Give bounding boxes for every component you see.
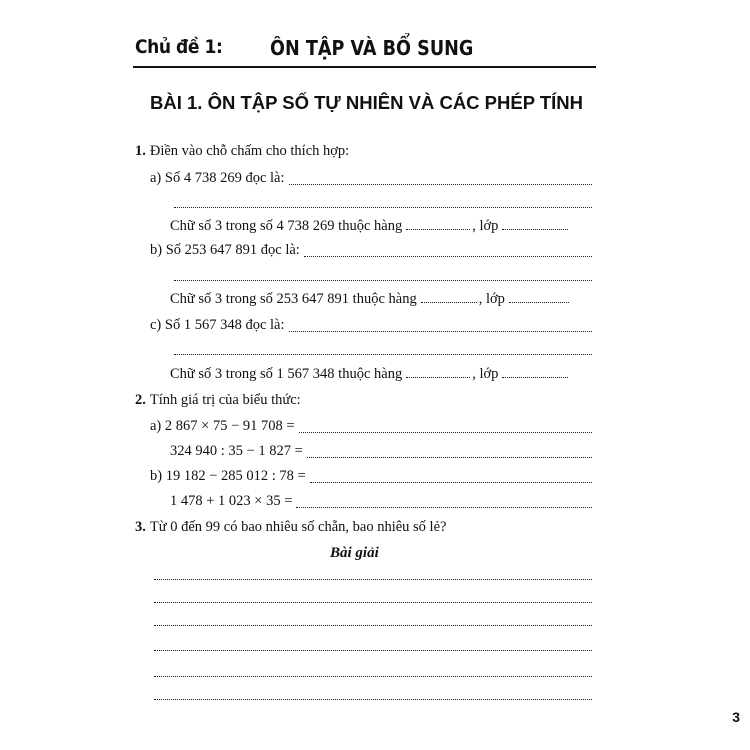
question-3 xyxy=(135,519,446,539)
answer-line xyxy=(150,662,592,682)
question-2 xyxy=(135,392,301,412)
solution-heading: Bài giải xyxy=(330,545,379,561)
answer-line xyxy=(170,193,592,213)
question-number: 1. xyxy=(135,143,146,159)
expression-text: a) 2 867 × 75 − 91 708 = xyxy=(150,418,295,434)
q1a-digit-line xyxy=(170,218,570,238)
answer-blank[interactable] xyxy=(154,579,592,580)
question-number: 3. xyxy=(135,519,146,535)
question-prompt: Tính giá trị của biểu thức: xyxy=(149,392,301,408)
answer-blank[interactable] xyxy=(299,432,592,433)
topic-label: Chủ đề 1: xyxy=(135,36,223,58)
answer-blank[interactable] xyxy=(174,354,592,355)
answer-line xyxy=(150,565,592,585)
q1a-read-text: a) Số 4 738 269 đọc là: xyxy=(150,170,285,186)
answer-line xyxy=(150,611,592,631)
answer-blank[interactable] xyxy=(502,377,568,378)
answer-blank[interactable] xyxy=(310,482,592,483)
answer-blank[interactable] xyxy=(406,229,470,230)
question-1 xyxy=(135,143,349,163)
topic-title: ÔN TẬP VÀ BỔ SUNG xyxy=(270,36,474,60)
answer-blank[interactable] xyxy=(421,302,477,303)
expression-line xyxy=(170,443,592,463)
answer-blank[interactable] xyxy=(154,602,592,603)
class-label: , lớp xyxy=(472,218,499,234)
answer-blank[interactable] xyxy=(304,256,592,257)
answer-blank[interactable] xyxy=(307,457,592,458)
answer-blank[interactable] xyxy=(406,377,470,378)
class-label: , lớp xyxy=(472,366,499,382)
q1b-read-line xyxy=(150,242,592,262)
answer-blank[interactable] xyxy=(154,676,592,677)
q1c-read-line xyxy=(150,317,592,337)
q1c-digit-text: Chữ số 3 trong số 1 567 348 thuộc hàng xyxy=(170,366,403,382)
expression-text: 1 478 + 1 023 × 35 = xyxy=(170,493,293,509)
question-number: 2. xyxy=(135,392,146,408)
answer-line xyxy=(150,588,592,608)
q1a-read-line xyxy=(150,170,592,190)
answer-blank[interactable] xyxy=(289,184,592,185)
answer-blank[interactable] xyxy=(154,625,592,626)
q1b-digit-text: Chữ số 3 trong số 253 647 891 thuộc hàng xyxy=(170,291,417,307)
answer-blank[interactable] xyxy=(296,507,592,508)
answer-blank[interactable] xyxy=(289,331,592,332)
answer-blank[interactable] xyxy=(154,650,592,651)
page-number: 3 xyxy=(732,709,740,725)
q1a-digit-text: Chữ số 3 trong số 4 738 269 thuộc hàng xyxy=(170,218,403,234)
q1c-digit-line xyxy=(170,366,570,386)
question-prompt: Từ 0 đến 99 có bao nhiêu số chẵn, bao nhiêu số lẻ? xyxy=(149,519,447,535)
answer-blank[interactable] xyxy=(154,699,592,700)
expression-text: 324 940 : 35 − 1 827 = xyxy=(170,443,303,459)
answer-blank[interactable] xyxy=(174,280,592,281)
header-rule xyxy=(133,66,596,68)
answer-line xyxy=(170,266,592,286)
answer-line xyxy=(170,340,592,360)
class-label: , lớp xyxy=(478,291,505,307)
q1c-read-text: c) Số 1 567 348 đọc là: xyxy=(150,317,285,333)
answer-blank[interactable] xyxy=(509,302,569,303)
answer-blank[interactable] xyxy=(502,229,568,230)
answer-blank[interactable] xyxy=(174,207,592,208)
lesson-title: BÀI 1. ÔN TẬP SỐ TỰ NHIÊN VÀ CÁC PHÉP TÍNH xyxy=(150,92,584,113)
answer-line xyxy=(150,685,592,705)
expression-text: b) 19 182 − 285 012 : 78 = xyxy=(150,468,306,484)
q1b-digit-line xyxy=(170,291,571,311)
expression-line xyxy=(150,418,592,438)
question-prompt: Điền vào chỗ chấm cho thích hợp: xyxy=(149,143,350,159)
expression-line xyxy=(170,493,592,513)
answer-line xyxy=(150,636,592,656)
expression-line xyxy=(150,468,592,488)
q1b-read-text: b) Số 253 647 891 đọc là: xyxy=(150,242,300,258)
